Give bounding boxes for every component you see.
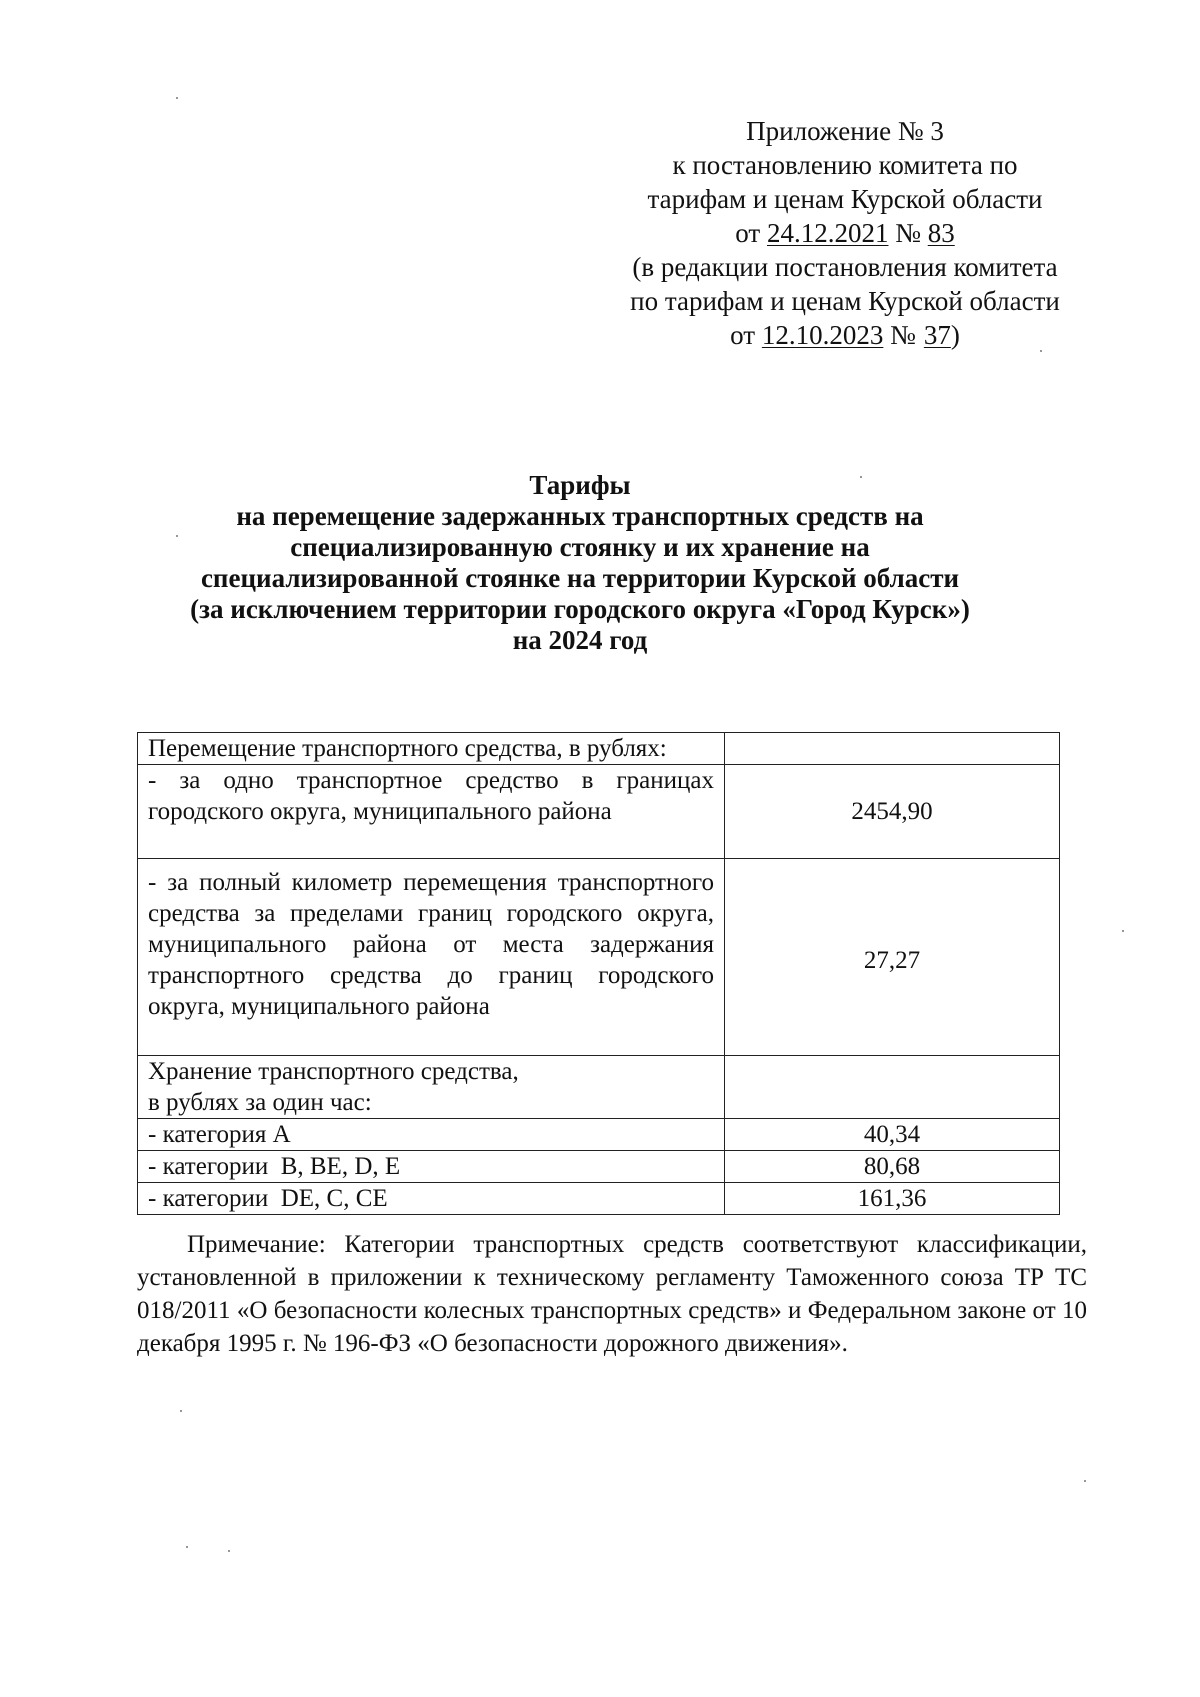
table-row <box>138 859 1060 1056</box>
appendix-decree-ref: к постановлению комитета по <box>672 150 1018 180</box>
category-b-value: 80,68 <box>725 1151 1060 1183</box>
category-a-label: - категория А <box>138 1119 725 1151</box>
ref1-number: 83 <box>927 218 955 248</box>
ref1-prefix: от <box>735 218 761 248</box>
in-city-label: - за одно транспортное средство в границах городского округа, муниципального района <box>138 765 725 859</box>
appendix-number: Приложение № 3 <box>746 116 944 146</box>
category-de-value: 161,36 <box>725 1183 1060 1215</box>
ref2-prefix: от <box>730 320 756 350</box>
table-row <box>138 1151 1060 1183</box>
title-line-4: специализированной стоянке на территории Курской области <box>200 563 960 593</box>
scan-speck <box>180 1410 182 1412</box>
table-row <box>138 1056 1060 1119</box>
scan-speck <box>228 1550 230 1552</box>
tariff-table <box>137 732 1060 1215</box>
category-de-label: - категории DE, С, СЕ <box>138 1183 725 1215</box>
category-a-value: 40,34 <box>725 1119 1060 1151</box>
category-b-label: - категории В, ВЕ, D, Е <box>138 1151 725 1183</box>
scan-speck <box>1084 1480 1086 1482</box>
title-line-2: на перемещение задержанных транспортных средств на <box>236 501 924 531</box>
table-row <box>138 765 1060 859</box>
scan-speck <box>860 476 862 478</box>
storage-header-cell <box>138 1056 725 1119</box>
scan-speck <box>186 1546 188 1548</box>
ref2-date: 12.10.2023 <box>761 320 884 350</box>
appendix-header <box>590 114 1100 352</box>
move-header-value-cell <box>725 733 1060 765</box>
ref2-no-sign: № <box>890 320 916 350</box>
table-row <box>138 1119 1060 1151</box>
ref2-number: 37 <box>923 320 951 350</box>
storage-header-line-1: Хранение транспортного средства, <box>148 1058 519 1085</box>
table-row <box>138 1183 1060 1215</box>
storage-header-line-2: в рублях за один час: <box>148 1089 372 1116</box>
scan-speck <box>176 97 178 99</box>
appendix-committee: тарифам и ценам Курской области <box>647 184 1043 214</box>
scan-speck <box>1040 350 1042 352</box>
document-title <box>140 470 1020 656</box>
appendix-revision-committee: по тарифам и ценам Курской области <box>630 286 1060 316</box>
table-row <box>138 733 1060 765</box>
appendix-revision: (в редакции постановления комитета <box>632 252 1058 282</box>
title-line-1: Тарифы <box>529 470 631 500</box>
per-km-value: 27,27 <box>725 859 1060 1056</box>
in-city-value: 2454,90 <box>725 765 1060 859</box>
title-line-3: специализированную стоянку и их хранение на <box>290 532 870 562</box>
ref1-date: 24.12.2021 <box>766 218 889 248</box>
title-line-6: на 2024 год <box>512 625 648 655</box>
appendix-revision-date <box>590 318 1100 352</box>
move-header-cell: Перемещение транспортного средства, в рублях: <box>138 733 725 765</box>
per-km-label: - за полный километр перемещения транспортного средства за пределами границ городского округа, муниципального района от места задержания транспортного средства до границ городского округа, муниципального района <box>138 859 725 1056</box>
scan-speck <box>176 535 178 537</box>
ref2-suffix: ) <box>950 320 960 350</box>
note-paragraph: Примечание: Категории транспортных средств соответствуют классификации, установленной в приложении к техническому регламенту Таможенного союза ТР ТС 018/2011 «О безопасности колесных транспортных средств» и Федеральном законе от 10 декабря 1995 г. № 196-ФЗ «О безопасности дорожного движения». <box>137 1231 1087 1357</box>
appendix-decree-date <box>590 216 1100 250</box>
ref1-no-sign: № <box>895 218 921 248</box>
scan-speck <box>1122 930 1124 932</box>
storage-header-value-cell <box>725 1056 1060 1119</box>
title-line-5: (за исключением территории городского округа «Город Курск») <box>190 594 970 624</box>
